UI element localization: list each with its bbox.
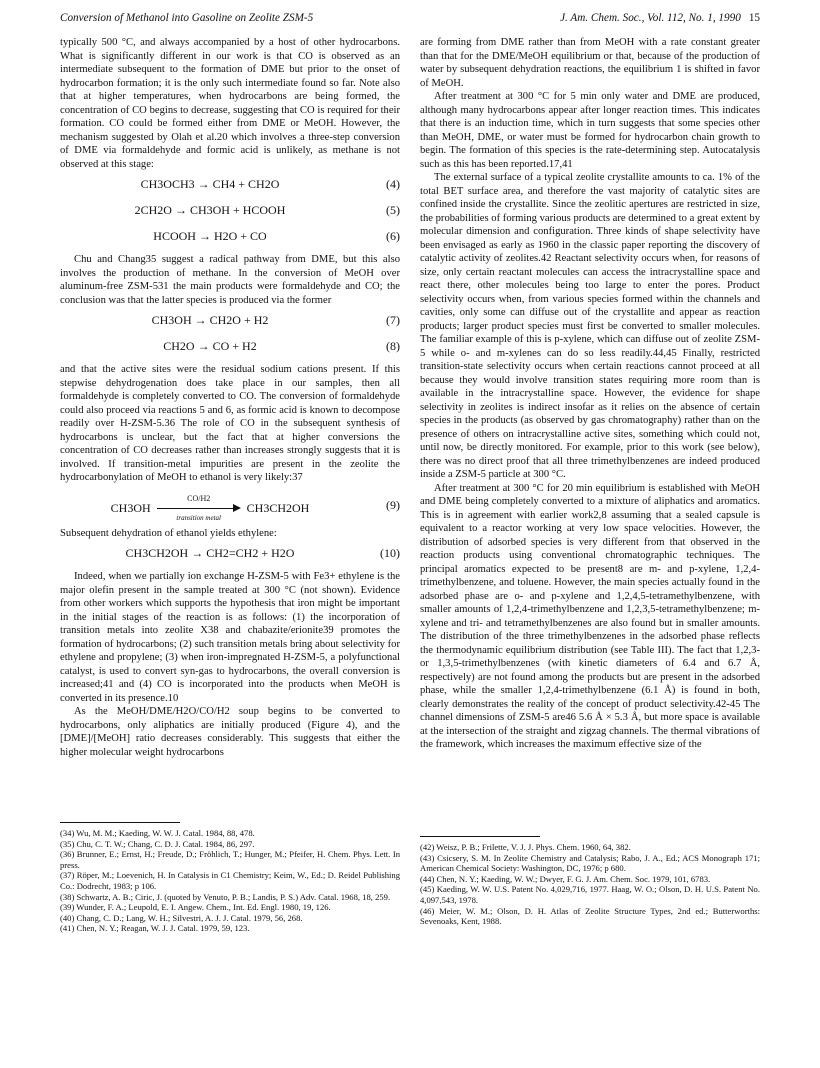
equation-5 [60,201,400,223]
left-column [60,36,400,759]
arrow-head [233,504,241,512]
equation-number: (4) [386,177,400,191]
references-right [420,842,760,927]
reference-item: (41) Chen, N. Y.; Reagan, W. J. J. Catal. 1979, 59, 123. [60,923,250,934]
paragraph: and that the active sites were the residual sodium cations present. If this stepwise dehydrogenation does take place in our samples, then all formaldehyde is completely converted to CO. The conversion of formaldehyde could also proceed via reactions 5 and 6, as formic acid is known to decompose readily over H-ZSM-5.36 The role of CO in the subsequent synthesis of hydrocarbons is unclear, but the fact that at higher conversions the concentration of CO decreases rather than increases strongly suggests that it is involved. If transition-metal impurities are present in the zeolite the hydrocarbonylation of MeOH to ethanol is very likely:37 [60,364,400,483]
journal-citation-header [560,10,760,26]
equation-9 [60,489,400,523]
footnote-rule [420,836,540,837]
equation-expression: CH3OH → CH2O + H2 [151,313,269,327]
equation-expression: CH3CH2OH → CH2=CH2 + H2O [125,546,295,560]
paragraph: The external surface of a typical zeolite crystallite amounts to ca. 1% of the total BET surface area, and therefore the vast majority of catalytic sites are confined inside the crystallite. Since the zeolitic apertures are restricted in size, the probabilities of forming various products are determined to a great extent by molecular dimension and configuration. Three kinds of shape selectivity have been envisaged as early as 1960 in the classic paper reporting the discovery of catalytic activity of zeolites.42 Reactant selectivity occurs when, for reasons of size, only certain reactant molecules can access the intracrystalline space and react there, other molecules being too large to enter the pores. Product selectivity occurs when, from various species formed within the channels and cavities, only some can diffuse out of the crystallite and appear as reaction products; larger product species must first be converted to smaller molecules. The familiar example of this is p-xylene, which can diffuse out of zeolite ZSM-5 while o- and m-xylenes can do so less readily.44,45 Finally, restricted transition-state selectivity occurs when certain reactions cannot proceed at all because they would involve transition states requiring more room than is available in the intracrystalline space. However, the evidence for shape selectivity in zeolites is indirect insofar as it relies on the absence of certain species in the products (as observed by gas chromatography) rather than on the presence of others on intracrystalline active sites, something which could not, until now, be directly monitored. For example, prior to this work (see below), there was no direct proof that all three trimethylbenzenes are indeed produced inside a ZSM-5 particle at 300 °C. [420,172,760,480]
equation-4 [60,175,400,197]
paragraph: As the MeOH/DME/H2O/CO/H2 soup begins to be converted to hydrocarbons, only aliphatics are initially produced (Figure 4), and the [DME]/[MeOH] ratio decreases considerably. This suggests that either the higher molecular weight hydrocarbons [60,706,400,758]
arrow-shaft [157,508,233,509]
equation-number: (9) [386,497,400,512]
reference-item: (43) Csicsery, S. M. In Zeolite Chemistry and Catalysis; Rabo, J. A., Ed.; ACS Monograph 171; American Chemical Society: Washington, DC, 1976; p 680. [420,852,760,874]
arrow-condition-below: transition metal [176,513,221,522]
running-head [60,10,760,26]
paragraph: After treatment at 300 °C for 5 min only water and DME are produced, although many hydrocarbons appear after longer reaction times. This indicates that there is an induction time, which in turn suggests that some species other than MeOH, DME, or water must be formed for hydrocarbon chain growth to begin. The formation of this species is the rate-determining step. Autocatalysis such as this has been reported.17,41 [420,91,760,170]
equation-6 [60,227,400,249]
arrow-condition-above: CO/H2 [187,493,211,503]
right-column [420,36,760,752]
equation-7 [60,311,400,333]
equation-number: (7) [386,313,400,327]
paragraph: are forming from DME rather than from MeOH with a rate constant greater than that for the DME/MeOH equilibrium or that, because of the production of water by subsequent dehydration reactions, the equilibrium 1 is shifted in favor of MeOH. [420,37,760,89]
reference-item: (35) Chu, C. T. W.; Chang, C. D. J. Catal. 1984, 86, 297. [60,838,255,849]
paragraph: Chu and Chang35 suggest a radical pathway from DME, but this also involves the production of methane. In the conversion of MeOH over aluminum-free ZSM-531 the main products were formaldehyde and CO; the conclusion was that the latter species is produced via the former [60,254,400,306]
reference-item: (45) Kaeding, W. W. U.S. Patent No. 4,029,716, 1977. Haag, W. O.; Olson, D. H. U.S. Patent No. 4,097,543, 1978. [420,884,760,905]
equation-expression: CH2O → CO + H2 [163,339,257,353]
reference-item: (39) Wunder, F. A.; Leupold, E. I. Angew. Chem., Int. Ed. Engl. 1980, 19, 126. [60,902,331,913]
reference-item: (38) Schwartz, A. B.; Ciric, J. (quoted by Venuto, P. B.; Landis, P. S.) Adv. Catal. 1968, 18, 259. [60,891,391,902]
paragraph: After treatment at 300 °C for 20 min equilibrium is established with MeOH and DME being completely converted to a mixture of aliphatics and aromatics. This is in agreement with earlier work2,8 assuming that a sealed capsule is equivalent to a reactor working at very low space velocities. However, the distribution of adsorbed species is very different from that observed in the reaction products using conventional chromatographic techniques. The principal aromatics expected to be present8 are m- and p-xylene, 1,2,4-trimethylbenzene, and toluene. However, the main species actually found in the adsorbed phase are o- and p-xylene and 1,2,4,5-tetramethylbenzene, with smaller amounts of 1,2,4-trimethylbenzene and 1,2,3,5-tetramethylbenzene; m-xylene and tri- and tetramethylbenzenes are also found but in smaller amounts. The distribution of the three trimethylbenzenes in the adsorbed phase reflects the thermodynamic equilibrium distribution (see Table III). The fact that 1,2,3- or 1,3,5-trimethylbenzenes (with kinetic diameters of 6.4 and 6.7 Å, respectively) are not found among the products but are present in the adsorbed phase, while the smaller 1,2,4-trimethylbenzene (6.1 Å) is found in both, clearly demonstrates the reality of the concept of product selectivity.42-45 The channel dimensions of ZSM-5 are46 5.6 Å × 5.3 Å, but more space is available at the intersection of the straight and zigzag channels. The thermal vibrations of the framework, which increases the maximum effective size of the [420,482,760,750]
equation-expression: CH3OCH3 → CH4 + CH2O [140,177,280,191]
reference-item: (40) Chang, C. D.; Lang, W. H.; Silvestri, A. J. J. Catal. 1979, 56, 268. [60,912,303,923]
equation-number: (5) [386,203,400,217]
reactant: CH3OH [110,500,151,515]
page-number: 15 [748,12,760,24]
equation-expression: 2CH2O → CH3OH + HCOOH [134,203,286,217]
equation-number: (8) [386,339,400,353]
reference-item: (34) Wu, M. M.; Kaeding, W. W. J. Catal. 1984, 88, 478. [60,828,255,838]
equation-expression [60,493,360,522]
equation-8 [60,337,400,359]
reference-item: (36) Brunner, E.; Ernst, H.; Freude, D.; Fröhlich, T.; Hunger, M.; Pfeifer, H. Chem. Phys. Lett. In press. [60,849,400,870]
reference-item: (44) Chen, N. Y.; Kaeding, W. W.; Dwyer, F. G. J. Am. Chem. Soc. 1979, 101, 6783. [420,873,711,884]
equation-number: (6) [386,229,400,243]
article-title-header: Conversion of Methanol into Gasoline on Zeolite ZSM-5 [60,12,314,24]
references-left [60,828,400,934]
reference-item: (46) Meier, W. M.; Olson, D. H. Atlas of Zeolite Structure Types, 2nd ed.; Butterworths: Sevenoaks, Kent, 1988. [420,905,760,927]
equation-expression: HCOOH → H2O + CO [153,229,267,243]
equation-number: (10) [380,546,400,560]
product: CH3CH2OH [246,500,310,515]
equation-10 [60,544,400,566]
journal-citation: J. Am. Chem. Soc., Vol. 112, No. 1, 1990 [560,12,741,24]
paragraph: Subsequent dehydration of ethanol yields ethylene: [60,527,277,539]
footnote-rule [60,822,180,823]
reaction-arrow [157,493,241,522]
paragraph: typically 500 °C, and always accompanied by a host of other hydrocarbons. What is significantly different in our work is that CO is observed as an intermediate subsequent to the formation of DME but prior to the onset of hydrocarbon formation; it is the only such intermediate found so far. Note also that at higher temperatures, when hydrocarbons are being formed, the concentration of CO begins to decrease, suggesting that CO is required for their formation. CO could be formed either from DME or MeOH. However, the mechanism suggested by Olah et al.20 which involves a three-step conversion of DME via formaldehyde and formic acid is unlikely, as methane is not observed at this stage: [60,37,400,170]
paragraph: Indeed, when we partially ion exchange H-ZSM-5 with Fe3+ ethylene is the major olefin present in the sample treated at 300 °C (not shown). Evidence from other workers which supports the hypothesis that iron might be important in the initial stages of the reaction is as follows: (1) the incorporation of transition metals into zeolite X38 and chabazite/erionite39 promotes the formation of hydrocarbons; (2) such transition metals bring about selectivity for ethylene and propylene; (3) when iron-impregnated H-ZSM-5, a polyfunctional catalyst, is used to convert syn-gas to hydrocarbons, the overall conversion is increased;41 and (4) CO is incorporated into the products when MeOH is converted in its presence.10 [60,571,400,704]
reference-item: (42) Weisz, P. B.; Frilette, V. J. J. Phys. Chem. 1960, 64, 382. [420,842,631,852]
reference-item: (37) Röper, M.; Loevenich, H. In Catalysis in C1 Chemistry; Keim, W., Ed.; D. Reidel Publishing Co.: Dodrecht, 1983; p 106. [60,870,400,891]
